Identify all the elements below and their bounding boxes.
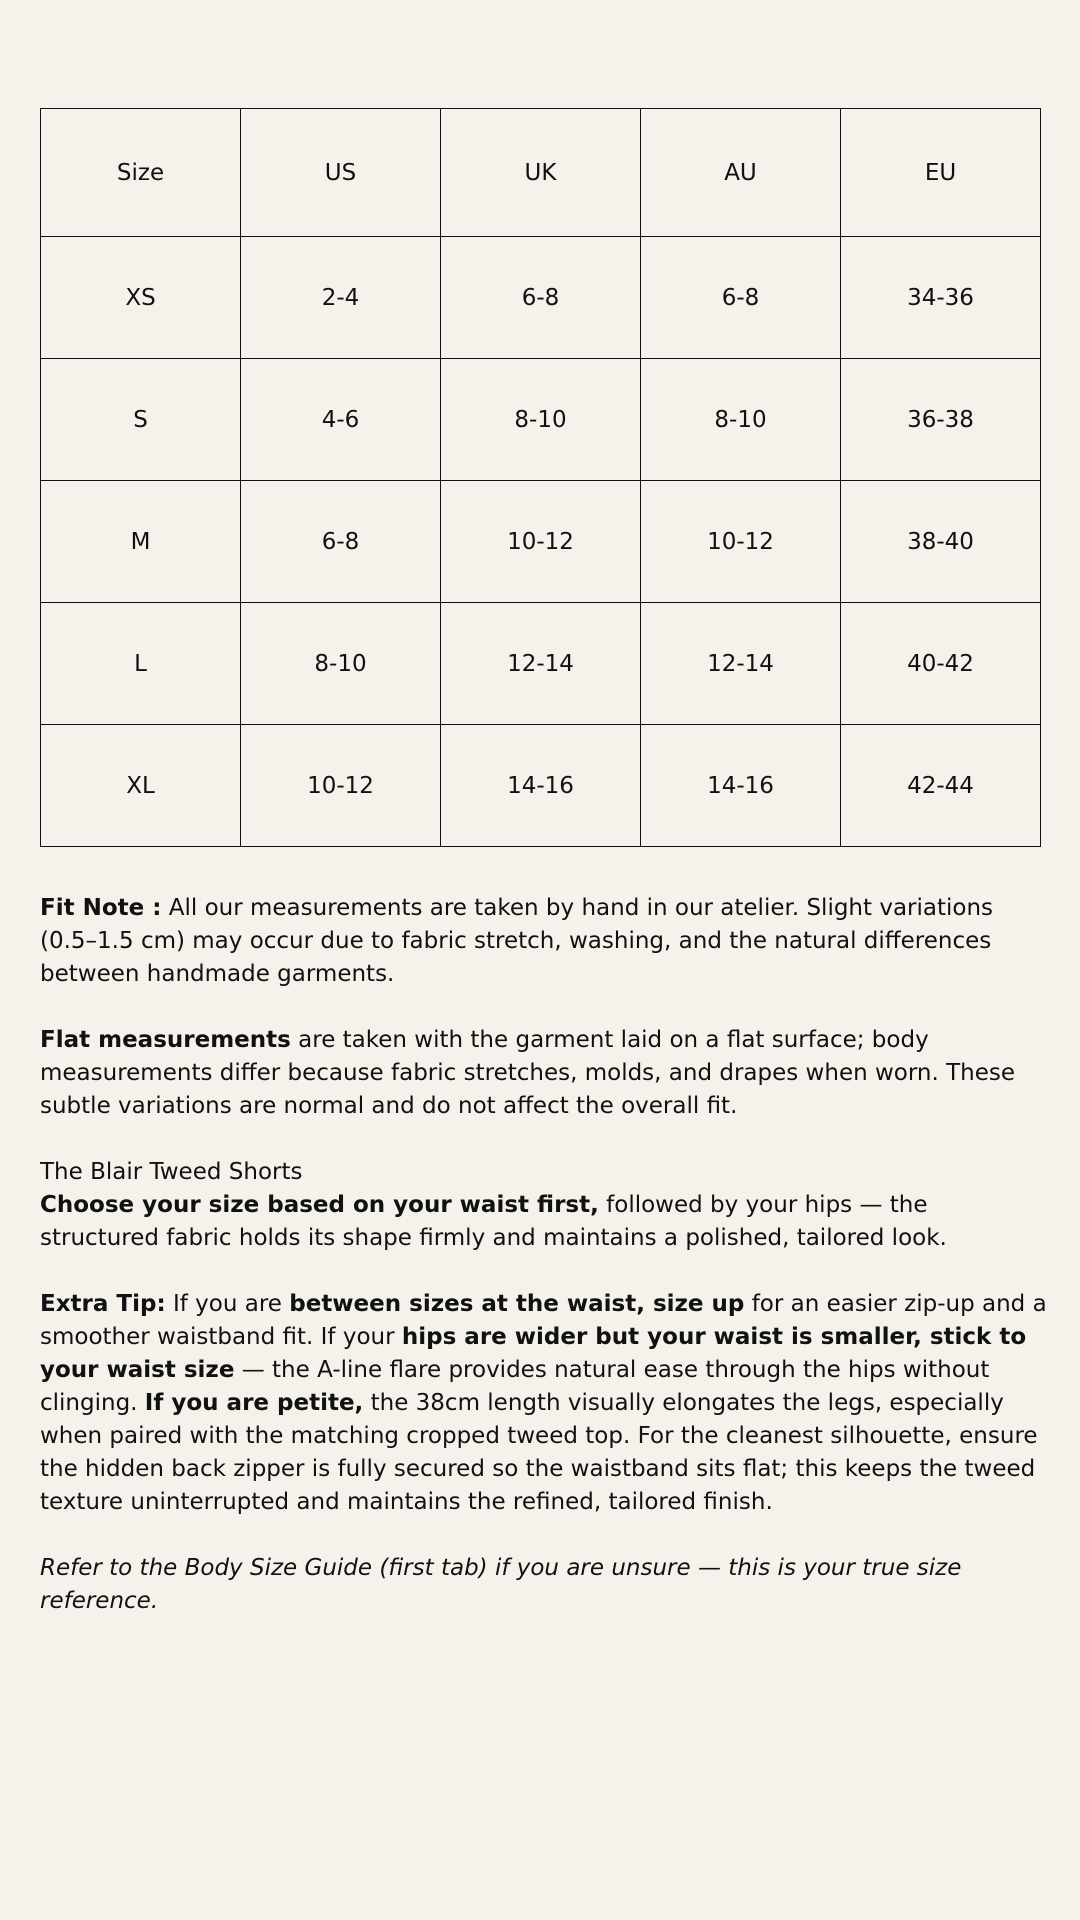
table-cell: 34-36 [841,237,1041,359]
extra-tip-bold: hips are wider but your waist is smaller, stick to your waist size [40,1324,1027,1383]
flat-measurements-label: Flat measurements [40,1027,291,1053]
table-row [41,725,1041,847]
fit-note-paragraph [40,892,1050,991]
fit-note-text: All our measurements are taken by hand in our atelier. Slight variations (0.5–1.5 cm) may occur due to fabric stretch, washing, and the natural differences between handmade garments. [40,895,994,987]
table-header-row [41,109,1041,237]
extra-tip-text: the 38cm length visually elongates the legs, especially when paired with the matching cropped tweed top. For the cleanest silhouette, ensure the hidden back zipper is fully secured so the waistband sits flat; this keeps the tweed texture uninterrupted and maintains the refined, tailored finish. [40,1390,1038,1515]
table-cell: 42-44 [841,725,1041,847]
flat-measurements-paragraph [40,1024,1050,1123]
product-fit-paragraph [40,1156,1050,1255]
table-header-cell: US [241,109,441,237]
choose-size-bold: Choose your size based on your waist first, [40,1192,599,1218]
table-cell: 10-12 [641,481,841,603]
size-guide-reference-note: Refer to the Body Size Guide (first tab) if you are unsure — this is your true size reference. [40,1555,962,1614]
table-header-cell: EU [841,109,1041,237]
extra-tip-label: Extra Tip: [40,1291,166,1317]
fit-note-label: Fit Note : [40,895,162,921]
table-cell: 2-4 [241,237,441,359]
fit-notes-section [40,892,1050,1651]
extra-tip-text: — the A-line flare provides natural ease through the hips without clinging. [40,1357,990,1416]
flat-measurements-text: are taken with the garment laid on a flat surface; body measurements differ because fabric stretches, molds, and drapes when worn. These subtle variations are normal and do not affect the overall fit. [40,1027,1016,1119]
table-cell: 8-10 [241,603,441,725]
table-header-cell: UK [441,109,641,237]
size-chart-table [40,108,1041,847]
table-cell: 6-8 [641,237,841,359]
table-cell: 10-12 [241,725,441,847]
table-cell: 8-10 [641,359,841,481]
table-cell: 6-8 [441,237,641,359]
table-cell: 38-40 [841,481,1041,603]
choose-size-text: followed by your hips — the structured fabric holds its shape firmly and maintains a polished, tailored look. [40,1192,947,1251]
table-row [41,603,1041,725]
table-cell: 36-38 [841,359,1041,481]
table-cell: 14-16 [641,725,841,847]
table-cell: 6-8 [241,481,441,603]
extra-tip-bold: If you are petite, [144,1390,364,1416]
table-cell: 4-6 [241,359,441,481]
table-row [41,237,1041,359]
extra-tip-text: for an easier zip-up and a smoother waistband fit. If your [40,1291,1047,1350]
table-cell: M [41,481,241,603]
table-cell: 12-14 [641,603,841,725]
table-header-cell: Size [41,109,241,237]
table-cell: 40-42 [841,603,1041,725]
table-row [41,359,1041,481]
table-cell: S [41,359,241,481]
extra-tip-text: If you are [165,1291,290,1317]
table-cell: 14-16 [441,725,641,847]
extra-tip-paragraph [40,1288,1050,1519]
table-cell: L [41,603,241,725]
table-cell: 10-12 [441,481,641,603]
table-cell: XL [41,725,241,847]
table-cell: XS [41,237,241,359]
table-cell: 8-10 [441,359,641,481]
product-name: The Blair Tweed Shorts [40,1159,303,1185]
extra-tip-bold: between sizes at the waist, size up [289,1291,745,1317]
table-cell: 12-14 [441,603,641,725]
table-row [41,481,1041,603]
table-header-cell: AU [641,109,841,237]
